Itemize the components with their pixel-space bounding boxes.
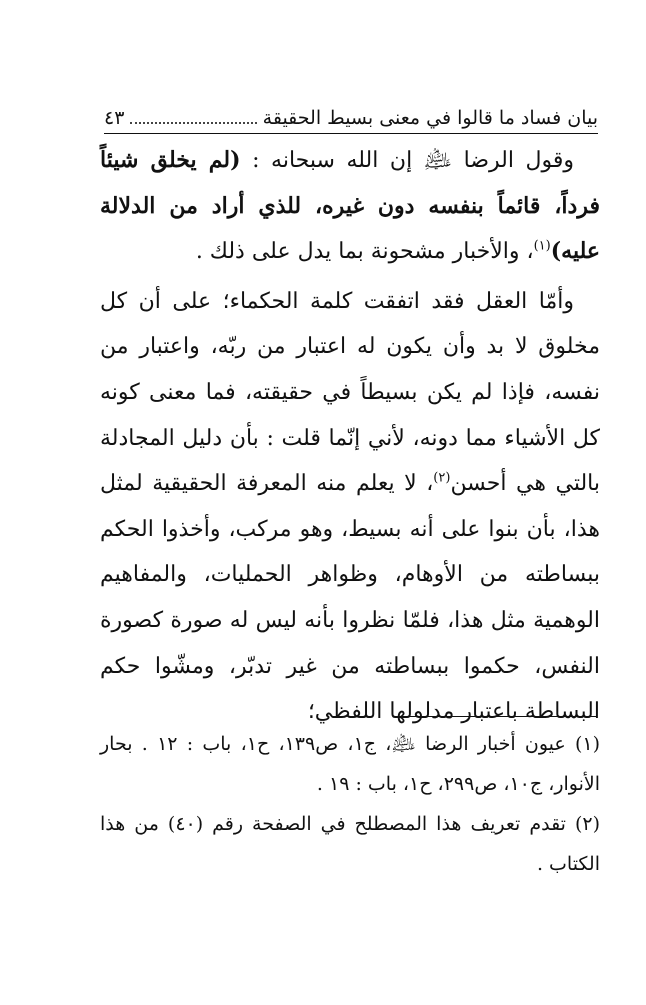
paragraph-1-rest: ، والأخبار مشحونة بما يدل على ذلك .: [195, 239, 534, 265]
footnote-1: (١) عيون أخبار الرضا ﵇، ج١، ص١٣٩، ح١، باب : ١٢ . بحار الأنوار، ج١٠، ص٢٩٩، ح١، باب : ١٩ .: [100, 733, 600, 795]
footnote-marker-1: (١): [533, 238, 551, 254]
page-number: ٤٣: [104, 107, 125, 129]
running-header: [104, 100, 598, 134]
hadith-quote: (لم يخلق شيئاً فرداً، قائماً بنفسه دون غيره، للذي أراد من الدلالة عليه): [100, 147, 600, 265]
main-text: [100, 138, 600, 735]
footnote-marker-2: (٢): [433, 470, 451, 486]
paragraph-1-intro: وقول الرضا ﵇ إن الله سبحانه :: [240, 148, 574, 173]
header-dot-leader: [130, 122, 256, 124]
paragraph-2: [100, 279, 600, 735]
paragraph-1: [100, 138, 600, 275]
paragraph-2-text-b: ، لا يعلم منه المعرفة الحقيقية لمثل هذا، بأن بنوا على أنه بسيط، وهو مركب، وأخذوا الحكم ببساطته من الأوهام، وظواهر الحمليات، والمفاهيم الوهمية مثل هذا، فلمّا نظروا بأنه ليس له صورة كصورة النفس، حكموا ببساطته من غير تدبّر، ومشّوا حكم البساطة باعتبار مدلولها اللفظي؛: [100, 471, 600, 725]
footnote-separator: [405, 716, 597, 717]
footnote-2: (٢) تقدم تعريف هذا المصطلح في الصفحة رقم (٤٠) من هذا الكتاب .: [100, 813, 601, 875]
paragraph-2-text-a: وأمّا العقل فقد اتفقت كلمة الحكماء؛ على أن كل مخلوق لا بد وأن يكون له اعتبار من ربّه، واعتبار من نفسه، فإذا لم يكن بسيطاً في حقيقته، فما معنى كونه كل الأشياء مما دونه، لأني إنّما قلت : بأن دليل المجادلة بالتي هي أحسن: [100, 288, 600, 497]
footnotes: [100, 724, 600, 884]
header-title: بيان فساد ما قالوا في معنى بسيط الحقيقة: [262, 107, 598, 129]
